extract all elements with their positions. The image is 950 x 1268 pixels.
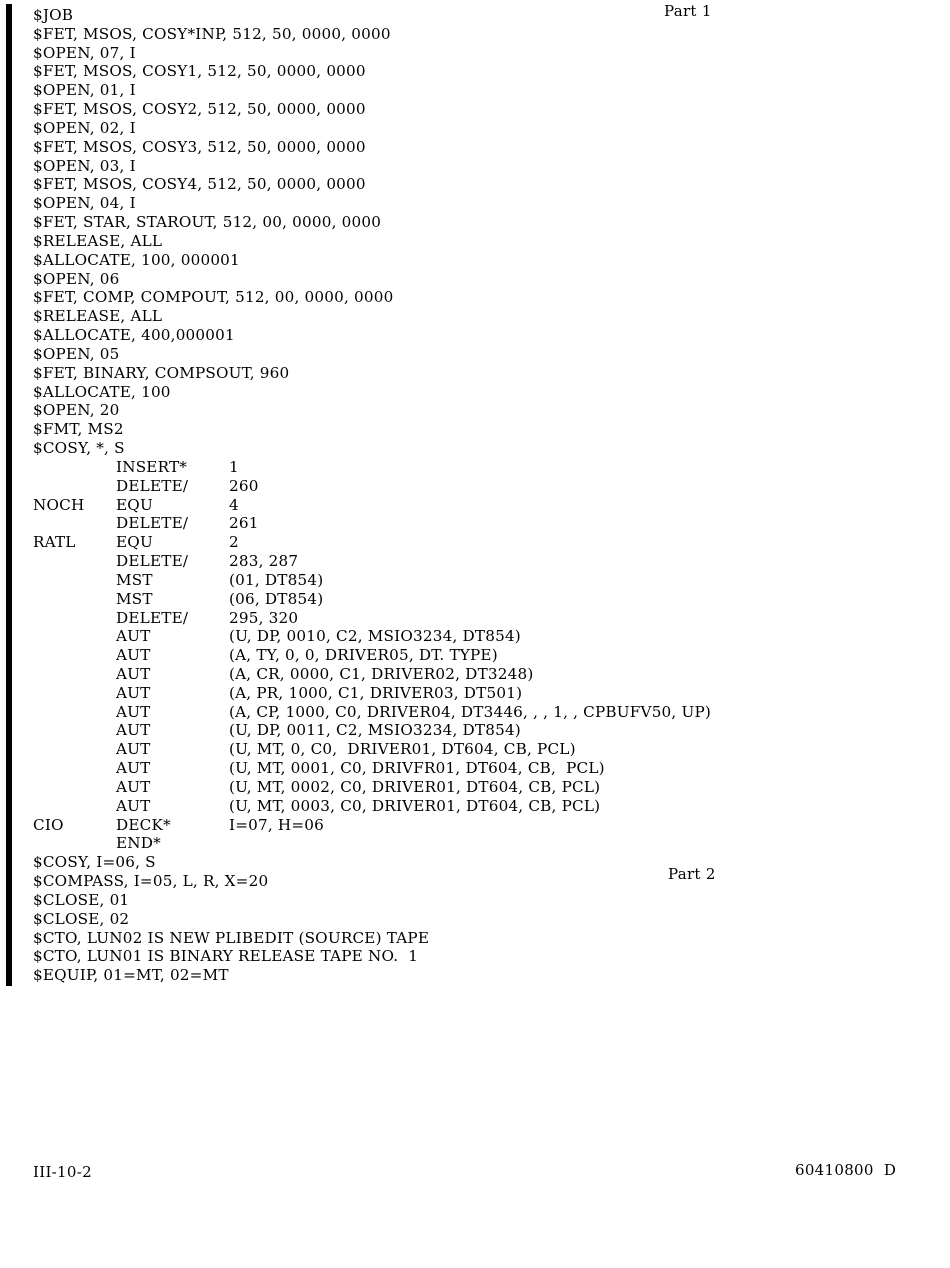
line-label: $FET, BINARY, COMPSOUT, 960 xyxy=(33,363,290,382)
line-opcode: END* xyxy=(116,834,161,853)
line-label: $CTO, LUN01 IS BINARY RELEASE TAPE NO. 1 xyxy=(33,947,419,966)
line-label: $ALLOCATE, 100, 000001 xyxy=(33,250,240,269)
line-label: $ALLOCATE, 400,000001 xyxy=(33,326,235,345)
listing-line xyxy=(33,646,933,665)
line-opcode: EQU xyxy=(116,495,153,514)
page-number: III-10-2 xyxy=(33,1163,92,1181)
listing-line xyxy=(33,270,933,289)
listing-line xyxy=(33,684,933,703)
line-label: $OPEN, 04, I xyxy=(33,194,136,213)
listing-line xyxy=(33,740,933,759)
line-opcode: DELETE/ xyxy=(116,476,189,495)
listing-line xyxy=(33,307,933,326)
listing-line xyxy=(33,759,933,778)
listing-line xyxy=(33,458,933,477)
listing-line xyxy=(33,364,933,383)
line-operand: 2 xyxy=(229,533,239,552)
line-label: $FET, MSOS, COSY3, 512, 50, 0000, 0000 xyxy=(33,137,366,156)
document-number: 60410800 D xyxy=(795,1161,897,1179)
listing-line xyxy=(33,910,933,929)
line-label: $FET, MSOS, COSY*INP, 512, 50, 0000, 0000 xyxy=(33,24,391,43)
line-label: $RELEASE, ALL xyxy=(33,231,163,250)
line-operand: 283, 287 xyxy=(229,552,299,571)
listing-line xyxy=(33,326,933,345)
listing-line xyxy=(33,194,933,213)
change-bar xyxy=(6,4,12,986)
listing-line xyxy=(33,834,933,853)
line-operand: 1 xyxy=(229,457,239,476)
line-opcode: AUT xyxy=(116,777,151,796)
line-operand: (U, MT, 0001, C0, DRIVFR01, DT604, CB, PCL) xyxy=(229,759,605,778)
line-label: $COMPASS, I=05, L, R, X=20 xyxy=(33,872,269,891)
listing-line xyxy=(33,703,933,722)
line-opcode: AUT xyxy=(116,759,151,778)
listing-line xyxy=(33,721,933,740)
listing-line xyxy=(33,966,933,985)
listing-line xyxy=(33,100,933,119)
line-label: $FET, MSOS, COSY2, 512, 50, 0000, 0000 xyxy=(33,100,366,119)
line-operand: 261 xyxy=(229,514,259,533)
listing-line xyxy=(33,627,933,646)
line-operand: 295, 320 xyxy=(229,608,299,627)
listing-line xyxy=(33,44,933,63)
line-label: $ALLOCATE, 100 xyxy=(33,382,171,401)
line-operand: (01, DT854) xyxy=(229,570,324,589)
listing-line xyxy=(33,62,933,81)
listing-line xyxy=(33,401,933,420)
line-operand: (A, CR, 0000, C1, DRIVER02, DT3248) xyxy=(229,664,534,683)
line-label: $JOB xyxy=(33,6,74,24)
line-opcode: AUT xyxy=(116,646,151,665)
line-operand: (A, PR, 1000, C1, DRIVER03, DT501) xyxy=(229,683,523,702)
line-opcode: AUT xyxy=(116,702,151,721)
listing-line xyxy=(33,552,933,571)
line-label: CIO xyxy=(33,815,64,834)
listing-line xyxy=(33,533,933,552)
listing-line xyxy=(33,213,933,232)
part-2-label: Part 2 xyxy=(668,865,716,883)
line-opcode: DELETE/ xyxy=(116,552,189,571)
line-operand: (U, DP, 0010, C2, MSIO3234, DT854) xyxy=(229,627,521,646)
line-opcode: DECK* xyxy=(116,815,171,834)
line-opcode: AUT xyxy=(116,796,151,815)
line-opcode: INSERT* xyxy=(116,457,188,476)
line-label: $FET, MSOS, COSY4, 512, 50, 0000, 0000 xyxy=(33,175,366,194)
line-label: $OPEN, 20 xyxy=(33,401,120,420)
line-label: $CTO, LUN02 IS NEW PLIBEDIT (SOURCE) TAPE xyxy=(33,928,430,947)
listing-line xyxy=(33,288,933,307)
line-operand: 260 xyxy=(229,476,259,495)
listing-line xyxy=(33,477,933,496)
listing-line xyxy=(33,872,933,891)
line-opcode: DELETE/ xyxy=(116,514,189,533)
part-1-label: Part 1 xyxy=(664,2,712,20)
listing-line xyxy=(33,891,933,910)
listing-line xyxy=(33,25,933,44)
listing-line xyxy=(33,232,933,251)
line-label: $COSY, *, S xyxy=(33,439,125,458)
line-opcode: EQU xyxy=(116,533,153,552)
line-label: $OPEN, 06 xyxy=(33,269,120,288)
listing-line xyxy=(33,514,933,533)
listing-line xyxy=(33,420,933,439)
line-operand: (U, MT, 0003, C0, DRIVER01, DT604, CB, PCL) xyxy=(229,796,601,815)
listing-line xyxy=(33,929,933,948)
listing-line xyxy=(33,383,933,402)
listing-line xyxy=(33,816,933,835)
line-label: NOCH xyxy=(33,495,85,514)
line-label: $CLOSE, 02 xyxy=(33,909,130,928)
job-listing xyxy=(33,6,933,985)
line-opcode: MST xyxy=(116,570,153,589)
listing-line xyxy=(33,6,933,25)
line-opcode: AUT xyxy=(116,664,151,683)
listing-line xyxy=(33,175,933,194)
line-operand: (06, DT854) xyxy=(229,589,324,608)
listing-line xyxy=(33,119,933,138)
listing-line xyxy=(33,947,933,966)
line-label: $OPEN, 05 xyxy=(33,344,120,363)
line-operand: 4 xyxy=(229,495,239,514)
listing-line xyxy=(33,251,933,270)
line-operand: (U, DP, 0011, C2, MSIO3234, DT854) xyxy=(229,721,521,740)
listing-line xyxy=(33,571,933,590)
line-operand: (A, TY, 0, 0, DRIVER05, DT. TYPE) xyxy=(229,646,498,665)
line-opcode: AUT xyxy=(116,683,151,702)
listing-line xyxy=(33,590,933,609)
line-opcode: AUT xyxy=(116,740,151,759)
line-label: $FET, MSOS, COSY1, 512, 50, 0000, 0000 xyxy=(33,62,366,81)
listing-line xyxy=(33,439,933,458)
listing-line xyxy=(33,665,933,684)
line-label: $FET, STAR, STAROUT, 512, 00, 0000, 0000 xyxy=(33,213,382,232)
listing-line xyxy=(33,496,933,515)
line-label: $FMT, MS2 xyxy=(33,420,124,439)
listing-line xyxy=(33,609,933,628)
line-operand: (U, MT, 0, C0, DRIVER01, DT604, CB, PCL) xyxy=(229,740,576,759)
line-label: $CLOSE, 01 xyxy=(33,890,130,909)
line-label: $OPEN, 01, I xyxy=(33,81,136,100)
line-opcode: AUT xyxy=(116,627,151,646)
listing-line xyxy=(33,81,933,100)
line-label: $COSY, I=06, S xyxy=(33,853,156,872)
listing-line xyxy=(33,778,933,797)
listing-line xyxy=(33,157,933,176)
line-label: $OPEN, 02, I xyxy=(33,118,136,137)
line-opcode: MST xyxy=(116,589,153,608)
listing-line xyxy=(33,345,933,364)
line-label: RATL xyxy=(33,533,76,552)
line-opcode: DELETE/ xyxy=(116,608,189,627)
line-operand: I=07, H=06 xyxy=(229,815,325,834)
line-label: $OPEN, 07, I xyxy=(33,43,136,62)
line-label: $OPEN, 03, I xyxy=(33,156,136,175)
listing-line xyxy=(33,138,933,157)
line-label: $EQUIP, 01=MT, 02=MT xyxy=(33,966,229,985)
line-label: $FET, COMP, COMPOUT, 512, 00, 0000, 0000 xyxy=(33,288,394,307)
listing-line xyxy=(33,853,933,872)
line-label: $RELEASE, ALL xyxy=(33,307,163,326)
line-opcode: AUT xyxy=(116,721,151,740)
line-operand: (A, CP, 1000, C0, DRIVER04, DT3446, , , 1, , CPBUFV50, UP) xyxy=(229,702,712,721)
line-operand: (U, MT, 0002, C0, DRIVER01, DT604, CB, PCL) xyxy=(229,777,601,796)
listing-line xyxy=(33,797,933,816)
